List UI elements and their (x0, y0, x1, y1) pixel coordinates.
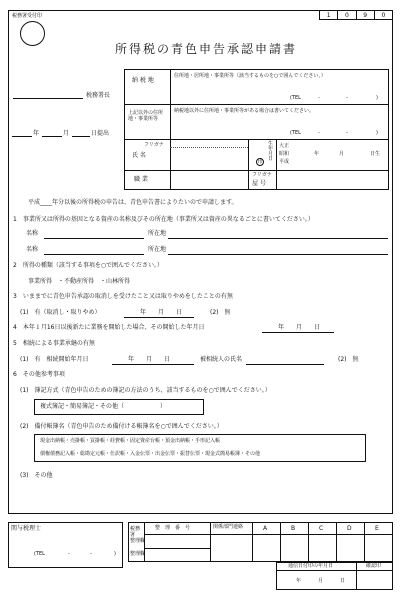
seal-mark (256, 158, 264, 166)
q6-2-heading: (2) 備付帳簿名（青色申告のため備付ける帳簿名を○で囲んでください。） (20, 423, 223, 430)
comm-day-label: 日 (340, 578, 346, 584)
other-address-label: 上記以外の住所地・事業所等 (128, 110, 164, 122)
office-label: 税務署 (130, 526, 141, 538)
submit-year-line (12, 136, 32, 137)
row-label: 整理欄 (130, 538, 146, 544)
office-grid-divider (308, 522, 309, 562)
q1-name-line (44, 238, 144, 239)
applicant-row-divider (124, 139, 389, 140)
page-title: 所得税の青色申告承認申請書 (115, 42, 298, 56)
col-letter: A (263, 525, 268, 532)
q1-heading: 1 事業所又は所得の基因となる資産の名称及びその所在地（事業所又は資産の異なるごとに書いてください。） (13, 216, 314, 223)
seal-mark-text: 印 (257, 159, 263, 165)
col-letter: E (375, 525, 379, 532)
form-number (319, 10, 393, 20)
form-number-digit: 9 (356, 11, 374, 20)
q3-heading: 3 いままでに青色申告承認の取消しを受けたこと又は取りやめをしたことの有無 (13, 293, 233, 300)
nozeichi-tel-suffix: ) (376, 95, 378, 101)
comm-month-label: 月 (318, 578, 324, 584)
kankei-label: 関係部門連絡 (213, 524, 244, 530)
trade-name-label: 屋 号 (252, 180, 266, 187)
furigana-label: フリガナ (144, 142, 164, 148)
q5-date: 年 月 日 (128, 356, 171, 363)
col-letter: C (319, 525, 324, 532)
q6-heading: 6 その他参考事項 (13, 371, 65, 378)
q2-options: 事業所得 ・不動産所得 ・山林所得 (28, 278, 131, 285)
q1-location-label: 所在地 (148, 246, 167, 253)
applicant-row-divider (124, 104, 389, 105)
q1-location-line (168, 254, 388, 255)
form-number-digit: 1 (320, 11, 338, 20)
intro-text: 平成____年分以後の所得税の申告は、青色申告書によりたいので申請します。 (28, 199, 238, 206)
applicant-col-divider (248, 139, 249, 190)
applicant-col-divider (276, 139, 277, 190)
q4-date-line (262, 332, 334, 333)
form-number-digit: 0 (374, 11, 392, 20)
q5-heir-line (246, 364, 324, 365)
applicant-row-divider (124, 170, 389, 171)
q6-3-heading: (3) その他 (20, 472, 53, 479)
q6-1-options: 複式簿記・簡易簿記・その他（ ） (40, 403, 167, 410)
q4-date: 年 月 日 (278, 324, 321, 331)
birth-day-label: 日生 (370, 151, 381, 157)
seiri-label: 整 理 番 号 (155, 525, 191, 531)
nozeichi-tel-dash: - (318, 95, 320, 101)
birthdate-label: 生年月日 (268, 141, 274, 162)
era-option: 大正 (279, 143, 290, 149)
name-label: 氏 名 (132, 152, 146, 159)
office-grid-divider (280, 522, 281, 562)
submit-day-line (72, 136, 90, 137)
col-letter: D (347, 525, 352, 532)
nozeichi-tel-prefix: (TEL (290, 95, 301, 101)
submit-day-label: 日提出 (91, 130, 110, 137)
q3-date: 年 月 日 (140, 309, 183, 316)
nozeichi-label: 納 税 地 (132, 77, 154, 84)
tax-accountant-tel-suffix: ) (114, 551, 116, 557)
nozeichi-tel-dash: - (346, 95, 348, 101)
q5-no: (2) 無 (338, 356, 359, 363)
q6-2-line1: 現金出納帳・売掛帳・買掛帳・経費帳・固定資産台帳・預金出納帳・手形記入帳 (40, 438, 221, 444)
other-address-tel-prefix: (TEL (290, 130, 301, 136)
tax-accountant-tel-prefix: (TEL (34, 551, 45, 557)
q3-yes: (1) 有（取消し・取りやめ） (20, 309, 101, 316)
comm-date-divider (356, 562, 357, 590)
other-address-tel-dash: - (318, 130, 320, 136)
other-address-tel-suffix: ) (376, 130, 378, 136)
q1-name-line (44, 254, 144, 255)
office-grid-divider (364, 522, 365, 562)
q1-name-label: 名称 (26, 246, 39, 253)
birth-month-label: 月 (339, 151, 345, 157)
q6-1-heading: (1) 簿記方式（青色申告のための簿記の方法のうち、該当するものを○で囲んでください。） (20, 387, 271, 394)
q1-location-line (168, 238, 388, 239)
occupation-label: 職 業 (134, 176, 148, 183)
q5-date-line (112, 364, 194, 365)
era-option: 昭和 (279, 151, 290, 157)
other-address-tel-dash: - (346, 130, 348, 136)
comm-date-divider (276, 570, 393, 571)
office-grid-divider (210, 522, 211, 562)
receipt-stamp-label: 税務署受付印 (12, 13, 43, 19)
furigana-divider (170, 147, 248, 148)
confirm-label: 確認印 (366, 563, 382, 569)
q5-heir-label: 被相続人の氏名 (200, 356, 243, 363)
era-option: 平成 (279, 159, 290, 165)
office-grid-divider (144, 548, 210, 549)
tax-accountant-tel-dash: - (90, 551, 92, 557)
form-number-digit: 0 (338, 11, 356, 20)
q1-location-label: 所在地 (148, 230, 167, 237)
furigana2-label: フリガナ (252, 172, 272, 178)
tax-accountant-tel-dash: - (68, 551, 70, 557)
office-grid-divider (144, 534, 393, 535)
tax-office-line (13, 98, 83, 99)
comm-date-label: 通信日付印の年月日 (288, 563, 334, 569)
col-letter: B (291, 525, 296, 532)
comm-year-label: 年 (296, 578, 302, 584)
office-grid-divider (252, 522, 253, 562)
q3-date-line (124, 317, 194, 318)
q1-name-label: 名称 (26, 230, 39, 237)
submit-year-label: 年 (33, 130, 40, 137)
q4-heading: 4 本年１月16日以後新たに業務を開始した場合、その開始した年月日 (13, 324, 205, 331)
q6-2-line2: 債権債務記入帳・総勘定元帳・仕訳帳・入金伝票・出金伝票・振替伝票・現金式簡易帳簿・その他 (40, 451, 261, 457)
other-address-note: 納税地以外に住所地・事業所等がある場合は書いてください。 (174, 108, 315, 114)
q3-no: (2) 無 (210, 309, 231, 316)
submit-month-line (42, 136, 62, 137)
applicant-label-divider (170, 69, 171, 190)
nozeichi-note: 住所地・居所地・事業所等（該当するものを○で囲んでください。） (174, 73, 326, 79)
q5-heading: 5 相続による事業承継の有無 (13, 340, 95, 347)
tax-accountant-label: 関与税理士 (11, 525, 42, 532)
q2-heading: 2 所得の種類（該当する事項を○で囲んでください。） (13, 262, 164, 269)
row-label: 整理欄 (130, 551, 146, 557)
q5-yes: (1) 有 相続開始年月日 (20, 356, 89, 363)
tax-office-suffix: 税務署長 (86, 92, 111, 99)
receipt-stamp-circle (20, 21, 45, 46)
birth-year-label: 年 (314, 151, 320, 157)
office-grid-divider (336, 522, 337, 562)
submit-month-label: 月 (63, 130, 70, 137)
